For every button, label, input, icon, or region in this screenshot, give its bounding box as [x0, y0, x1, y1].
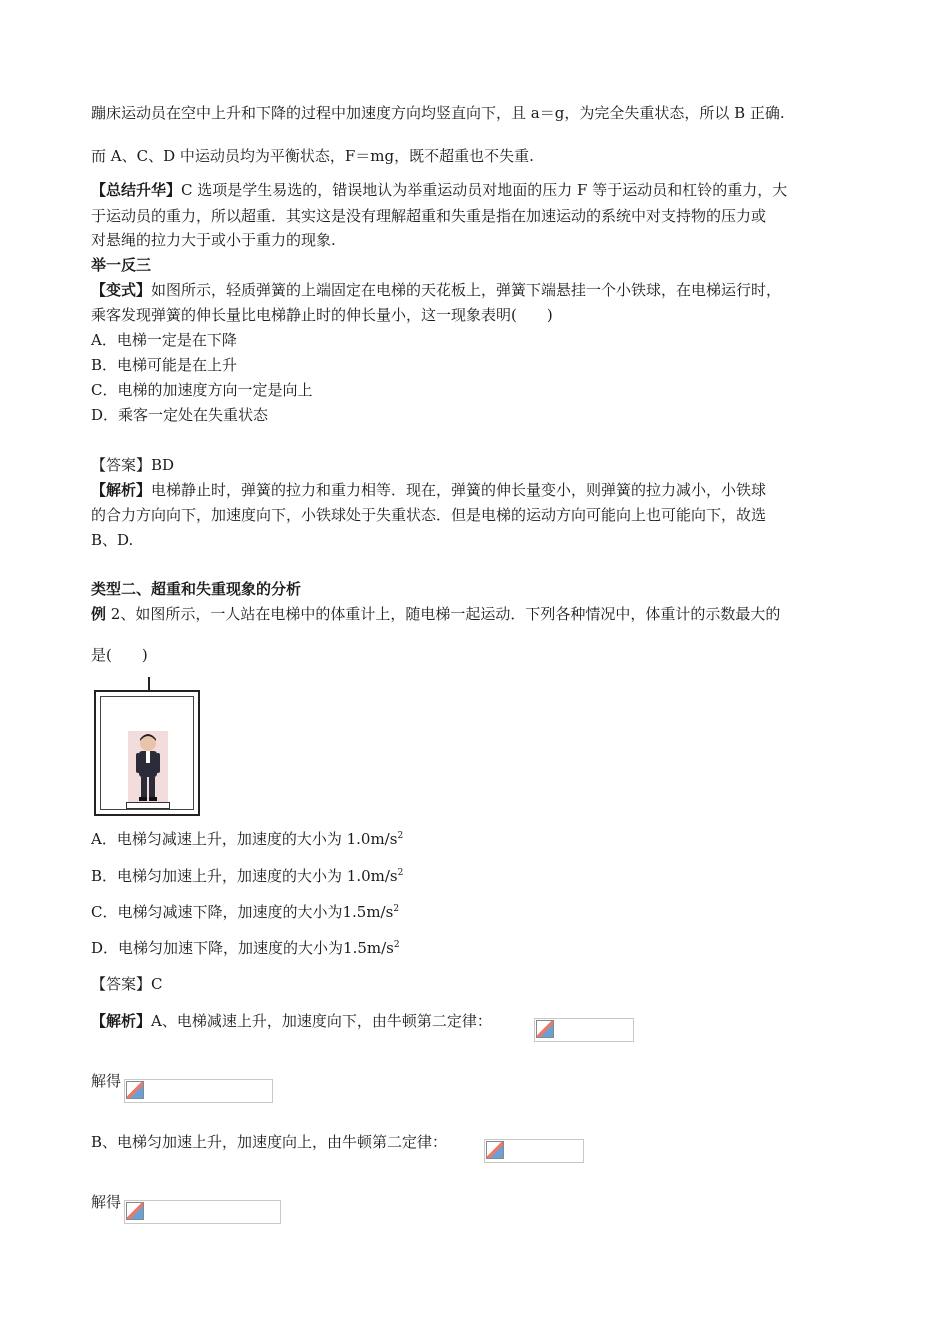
option: B．电梯可能是在上升 [91, 356, 238, 374]
superscript: 2 [393, 940, 400, 950]
broken-image-icon [126, 1081, 144, 1099]
text-span: 2、如图所示，一人站在电梯中的体重计上，随电梯一起运动．下列各种情况中，体重计的示数最大的 [106, 605, 781, 623]
text-line: 而 A、C、D 中运动员均为平衡状态，F＝mg，既不超重也不失重. [91, 147, 534, 165]
superscript: 2 [397, 868, 404, 878]
text-line: 对悬绳的拉力大于或小于重力的现象. [91, 231, 336, 249]
text-span: 如图所示，轻质弹簧的上端固定在电梯的天花板上，弹簧下端悬挂一个小铁球，在电梯运行时， [151, 281, 782, 299]
option-text: C．电梯匀减速下降，加速度的大小为1.5m/s [91, 903, 394, 921]
option [91, 902, 399, 922]
text-line [91, 604, 780, 624]
text-span: 电梯静止时，弹簧的拉力和重力相等．现在，弹簧的伸长量变小，则弹簧的拉力减小，小铁球 [151, 481, 767, 499]
text-line: B、电梯匀加速上升，加速度向上，由牛顿第二定律： [91, 1133, 448, 1151]
text-line: 于运动员的重力，所以超重．其实这是没有理解超重和失重是指在加速运动的系统中对支持物的压力或 [91, 207, 767, 225]
option [91, 829, 403, 849]
superscript: 2 [393, 904, 400, 914]
text-span: C 选项是学生易选的，错误地认为举重运动员对地面的压力 F 等于运动员和杠铃的重力，大 [181, 181, 788, 199]
section-head: 【总结升华】 [91, 181, 182, 199]
option [91, 938, 400, 958]
broken-image [484, 1139, 584, 1163]
option-text: D．电梯匀加速下降，加速度的大小为1.5m/s [91, 939, 394, 957]
text-line: 蹦床运动员在空中上升和下降的过程中加速度方向均竖直向下，且 a＝g，为完全失重状态，所以 B 正确. [91, 104, 785, 122]
heading: 类型二、超重和失重现象的分析 [91, 580, 302, 598]
person-icon [128, 731, 168, 803]
broken-image [124, 1200, 281, 1224]
option-text: A．电梯匀减速上升，加速度的大小为 1.0m/s [91, 830, 398, 848]
text-line: 的合力方向向下，加速度向下，小铁球处于失重状态．但是电梯的运动方向可能向上也可能向下，故选 [91, 506, 767, 524]
section-head: 例 [91, 605, 107, 623]
section-head: 【解析】 [91, 481, 152, 499]
text-line: 乘客发现弹簧的伸长量比电梯静止时的伸长量小，这一现象表明( ) [91, 306, 553, 324]
text-line: B、D. [91, 531, 134, 549]
option [91, 866, 403, 886]
text-line: 是( ) [91, 646, 148, 664]
text-line [91, 480, 766, 500]
option: C．电梯的加速度方向一定是向上 [91, 381, 313, 399]
broken-image [124, 1079, 273, 1103]
section-head: 【变式】 [91, 281, 152, 299]
superscript: 2 [397, 831, 404, 841]
text-line [91, 180, 787, 200]
text-line: 解得 [91, 1072, 122, 1090]
answer: 【答案】BD [91, 456, 175, 474]
broken-image-icon [126, 1202, 144, 1220]
text-line [91, 1011, 492, 1031]
text-span: A、电梯减速上升，加速度向下，由牛顿第二定律： [151, 1012, 492, 1030]
elevator-rope [148, 677, 150, 691]
broken-image-icon [486, 1141, 504, 1159]
heading: 举一反三 [91, 256, 152, 274]
text-line: 解得 [91, 1193, 122, 1211]
option-text: B．电梯匀加速上升，加速度的大小为 1.0m/s [91, 867, 398, 885]
section-head: 【解析】 [91, 1012, 152, 1030]
broken-image [534, 1018, 634, 1042]
text-line [91, 280, 781, 300]
person-figure [128, 731, 168, 803]
weighing-scale [126, 802, 170, 809]
broken-image-icon [536, 1020, 554, 1038]
option: D．乘客一定处在失重状态 [91, 406, 269, 424]
answer: 【答案】C [91, 975, 163, 993]
option: A．电梯一定是在下降 [91, 331, 237, 349]
